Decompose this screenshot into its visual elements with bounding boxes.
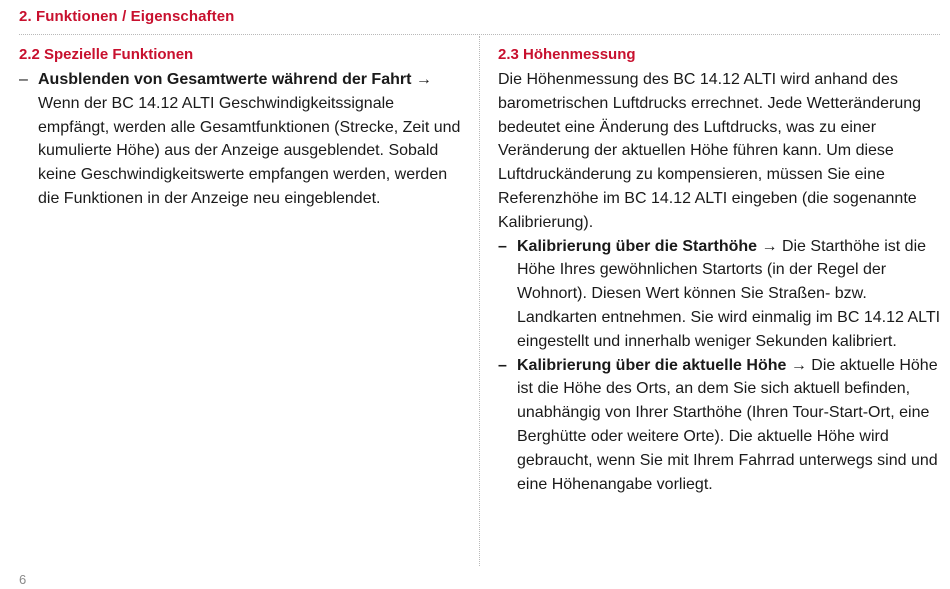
top-divider [19,34,940,35]
bullet-text: Die Starthöhe ist die Höhe Ihres gewöhnlichen Startorts (in der Regel der Wohnort). Diesen Wert können Sie Straßen- bzw. Landkarten entnehmen. Sie wird einmalig im BC 14.12 ALTI eingestellt und innerhalb weniger Sekunden kalibriert. [517,237,941,350]
column-divider [479,36,480,566]
right-column [498,44,943,496]
page-number: 6 [19,572,27,587]
bullet-text: Wenn der BC 14.12 ALTI Geschwindigkeitssignale empfängt, werden alle Gesamtfunktionen (Strecke, Zeit und kumulierte Höhe) aus der Anzeige ausgeblendet. Sobald keine Geschwindigkeitswerte empfangen werden, werden die Funktionen in der Anzeige neu eingeblendet. [38,94,461,207]
list-item [19,68,467,211]
left-heading: 2.2 Spezielle Funktionen [19,46,194,63]
bullet-lead: Ausblenden von Gesamtwerte während der Fahrt → [38,71,432,88]
bullet-dash: – [498,237,507,255]
section-title: 2. Funktionen / Eigenschaften [19,8,235,25]
list-item [498,235,943,354]
list-item [498,354,943,497]
bullet-dash: – [498,356,507,374]
right-heading: 2.3 Höhenmessung [498,46,636,63]
left-column [19,44,467,211]
bullet-text: Die aktuelle Höhe ist die Höhe des Orts, an dem Sie sich aktuell befinden, unabhängig von Ihrer Starthöhe (Ihren Tour-Start-Ort, eine Berghütte oder weitere Orte). Die aktuelle Höhe wird gebraucht, wenn Sie mit Ihrem Fahrrad unterwegs sind und eine Höhenangabe vorliegt. [517,356,938,493]
bullet-lead: Kalibrierung über die aktuelle Höhe → [517,356,807,374]
intro-paragraph: Die Höhenmessung des BC 14.12 ALTI wird anhand des barometrischen Luftdrucks errechnet. Jede Wetteränderung bedeutet eine Änderung des Luftdrucks, was zu einer Veränderung der aktuellen Höhe führen kann. Um diese Luftdruckänderung zu kompensieren, müssen Sie eine Referenzhöhe im BC 14.12 ALTI eingeben (die sogenannte Kalibrierung). [498,71,922,231]
bullet-lead: Kalibrierung über die Starthöhe → [517,237,778,255]
bullet-dash: – [19,71,28,88]
